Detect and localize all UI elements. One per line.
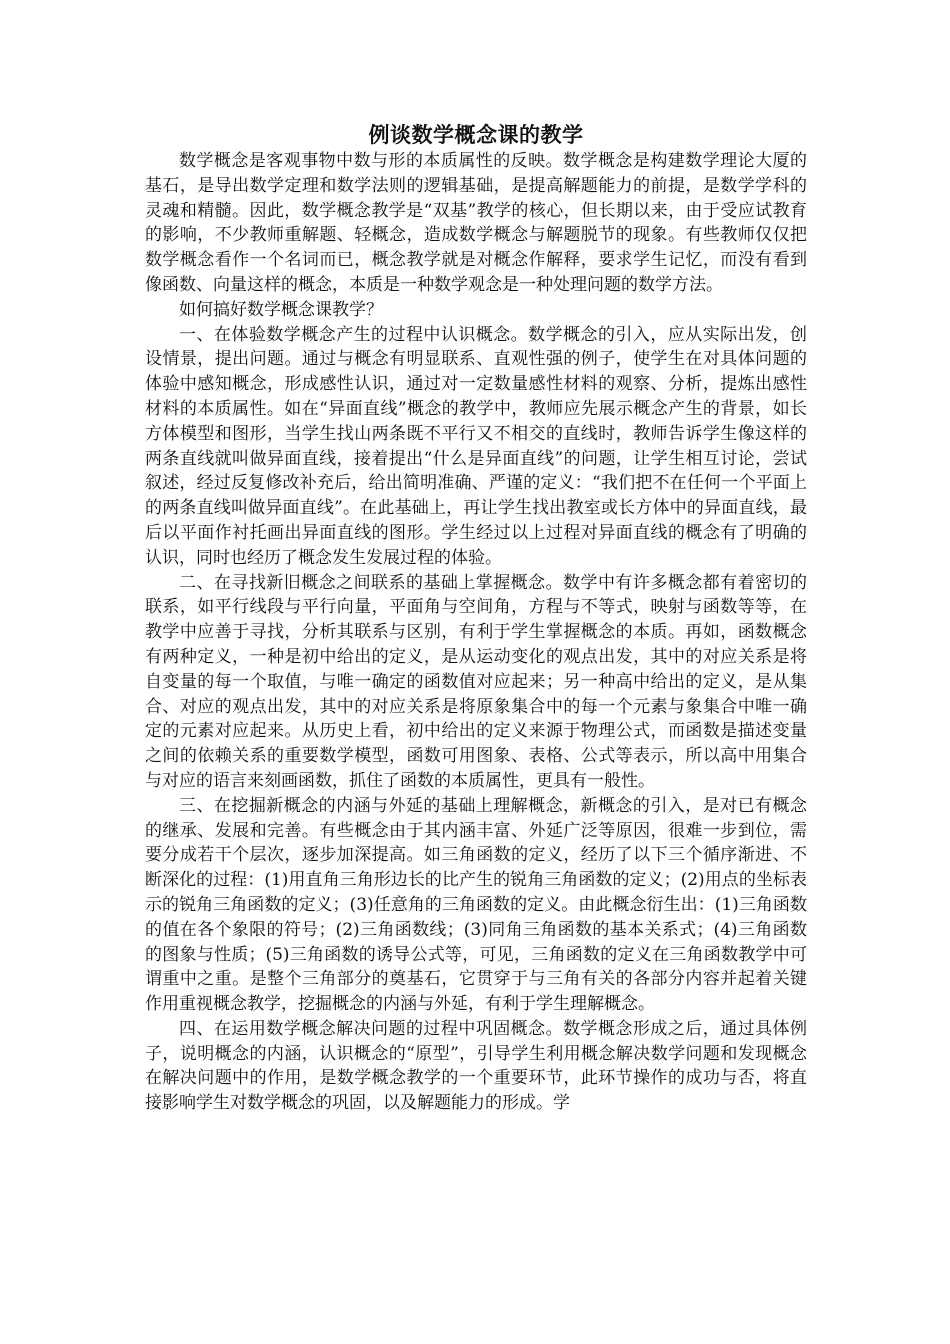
paragraph-intro: 数学概念是客观事物中数与形的本质属性的反映。数学概念是构建数学理论大厦的基石，是导出数学定理和数学法则的逻辑基础，是提高解题能力的前提，是数学学科的灵魂和精髓。因此，数学概念教学是“双基”教学的核心，但长期以来，由于受应试教育的影响，不少教师重解题、轻概念，造成数学概念与解题脱节的现象。有些教师仅仅把数学概念看作一个名词而已，概念教学就是对概念作解释，要求学生记忆，而没有看到像函数、向量这样的概念，本质是一种数学观念是一种处理问题的数学方法。: [145, 151, 807, 295]
document-title: 例谈数学概念课的教学: [368, 123, 584, 147]
paragraph-question: 如何搞好数学概念课教学？: [179, 299, 383, 320]
paragraph-section-1: 一、在体验数学概念产生的过程中认识概念。数学概念的引入，应从实际出发，创设情景，提出问题。通过与概念有明显联系、直观性强的例子，使学生在对具体问题的体验中感知概念，形成感性认识，通过对一定数量感性材料的观察、分析，提炼出感性材料的本质属性。如在“异面直线”概念的教学中，教师应先展示概念产生的背景，如长方体模型和图形，当学生找山两条既不平行又不相交的直线时，教师告诉学生像这样的两条直线就叫做异面直线，接着提出“什么是异面直线”的问题，让学生相互讨论，尝试叙述，经过反复修改补充后，给出简明准确、严谨的定义：“我们把不在任何一个平面上的两条直线叫做异面直线”。在此基础上，再让学生找出教室或长方体中的异面直线，最后以平面作衬托画出异面直线的图形。学生经过以上过程对异面直线的概念有了明确的认识，同时也经历了概念发生发展过程的体验。: [145, 324, 807, 568]
document-page: [145, 118, 807, 1116]
paragraph-section-2: 二、在寻找新旧概念之间联系的基础上掌握概念。数学中有许多概念都有着密切的联系，如平行线段与平行向量，平面角与空间角，方程与不等式，映射与函数等等，在教学中应善于寻找，分析其联系与区别，有利于学生掌握概念的本质。再如，函数概念有两种定义，一种是初中给出的定义，是从运动变化的观点出发，其中的对应关系是将自变量的每一个取值，与唯一确定的函数值对应起来；另一种高中给出的定义，是从集合、对应的观点出发，其中的对应关系是将原象集合中的每一个元素与象集合中唯一确定的元素对应起来。从历史上看，初中给出的定义来源于物理公式，而函数是描述变量之间的依赖关系的重要数学模型，函数可用图象、表格、公式等表示，所以高中用集合与对应的语言来刻画函数，抓住了函数的本质属性，更具有一般性。: [145, 572, 807, 791]
paragraph-section-3: 三、在挖掘新概念的内涵与外延的基础上理解概念，新概念的引入，是对已有概念的继承、发展和完善。有些概念由于其内涵丰富、外延广泛等原因，很难一步到位，需要分成若干个层次，逐步加深提高。如三角函数的定义，经历了以下三个循序渐进、不断深化的过程：(1)用直角三角形边长的比产生的锐角三角函数的定义；(2)用点的坐标表示的锐角三角函数的定义；(3)任意角的三角函数的定义。由此概念衍生出：(1)三角函数的值在各个象限的符号；(2)三角函数线；(3)同角三角函数的基本关系式；(4)三角函数的图象与性质；(5)三角函数的诱导公式等，可见，三角函数的定义在三角函数教学中可谓重中之重。是整个三角部分的奠基石，它贯穿于与三角有关的各部分内容并起着关键作用重视概念教学，挖掘概念的内涵与外延，有利于学生理解概念。: [145, 795, 807, 1015]
paragraph-section-4: 四、在运用数学概念解决问题的过程中巩固概念。数学概念形成之后，通过具体例子，说明概念的内涵，认识概念的“原型”，引导学生利用概念解决数学问题和发现概念在解决问题中的作用，是数学概念教学的一个重要环节，此环节操作的成功与否，将直接影响学生对数学概念的巩固，以及解题能力的形成。学: [145, 1018, 807, 1114]
